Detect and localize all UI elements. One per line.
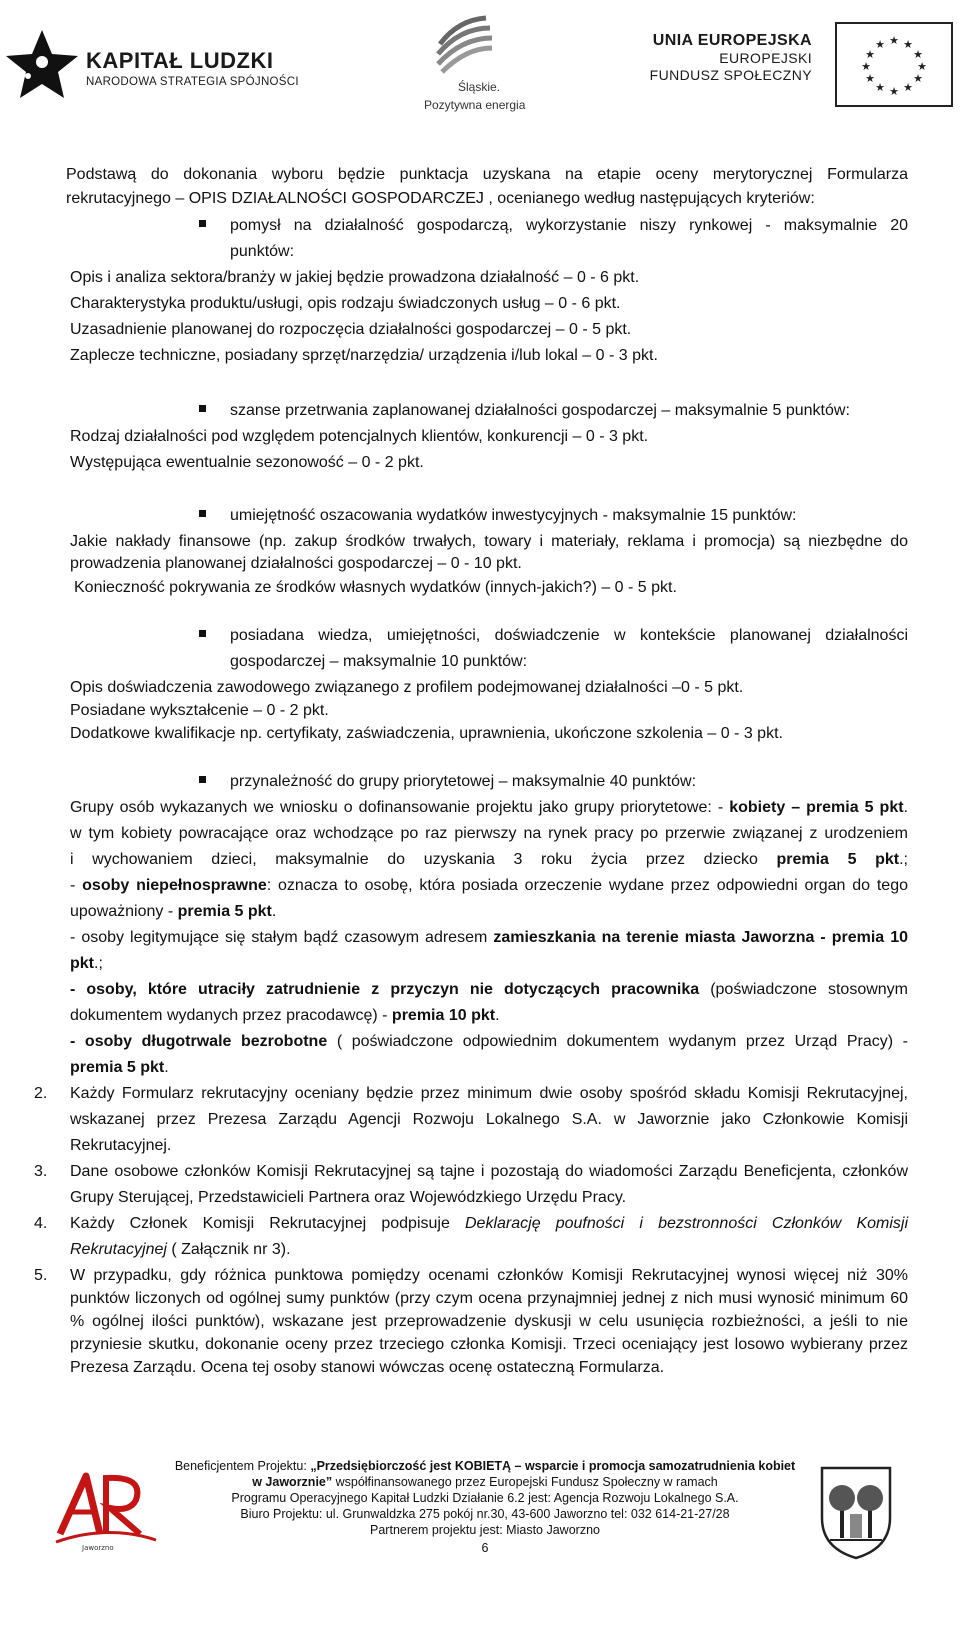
criterion-3-heading: umiejętność oszacowania wydatków inwestycyjnych - maksymalnie 15 punktów: [230, 507, 797, 524]
page-footer [160, 1458, 810, 1556]
slaskie-tagline: Pozytywna energia [424, 98, 526, 112]
criterion-5-line-5 [70, 900, 276, 924]
paragraph-4-line-1 [70, 1212, 908, 1236]
paragraph-5-line-1: W przypadku, gdy różnica punktowa pomiędzy ocenami członków Komisji Rekrutacyjnej wynosi więcej niż 30% [70, 1267, 908, 1284]
criterion-4-item-3: Dodatkowe kwalifikacje np. certyfikaty, zaświadczenia, uprawnienia, ukończone szkolenia – 0 - 3 pkt. [70, 725, 783, 742]
bold-span: - osoby długotrwale bezrobotne [70, 1033, 328, 1050]
svg-text:★: ★ [889, 85, 899, 98]
arl-logo-icon [52, 1462, 162, 1552]
page-header [0, 0, 960, 120]
svg-text:★: ★ [889, 34, 899, 47]
criterion-3-item-1-cont: prowadzenia planowanej działalności gospodarczej – 0 - 10 pkt. [70, 555, 522, 572]
svg-text:Jaworzno: Jaworzno [82, 1544, 114, 1552]
paragraph-4-line-2 [70, 1238, 291, 1262]
list-number-3: 3. [34, 1163, 48, 1180]
bold-span: premia 10 pkt [391, 1007, 496, 1024]
paragraph-2-line-2: wskazanej przez Prezesa Zarządu Agencji Rozwoju Lokalnego S.A. w Jaworznie jako Członkowie Komisji [70, 1111, 908, 1128]
paragraph-5-line-2: punktów liczonych od ogólnej sumy punktów (przy czym ocena przynajmniej jednej z nich musi wynosić minimum 60 [70, 1290, 908, 1307]
paragraph-5-line-4: przyniesie skutku, dokonanie oceny przez trzeciego członka Komisji. Trzeci oceniający jest losowo wybierany przez [70, 1336, 908, 1353]
criterion-5-line-10 [70, 1030, 908, 1054]
svg-text:★: ★ [903, 81, 913, 94]
bold-span: pkt [70, 955, 94, 972]
bullet-icon [199, 776, 206, 783]
text-span: ( Załącznik nr 3). [166, 1241, 291, 1258]
criterion-5-line-1 [70, 796, 908, 820]
criterion-5-line-11 [70, 1056, 169, 1080]
slaskie-name: Śląskie. [458, 80, 501, 94]
svg-text:★: ★ [861, 60, 871, 73]
criterion-2-heading: szanse przetrwania zaplanowanej działalności gospodarczej – maksymalnie 5 punktów: [230, 402, 850, 419]
svg-text:★: ★ [917, 60, 927, 73]
text-span: . [164, 1059, 169, 1076]
criterion-3-item-1: Jakie nakłady finansowe (np. zakup środków trwałych, towary i materiały, reklama i promocja) są niezbędne do [70, 533, 908, 550]
kapital-ludzki-title: KAPITAŁ LUDZKI [86, 48, 274, 73]
criterion-5-heading: przynależność do grupy priorytetowej – maksymalnie 40 punktów: [230, 773, 697, 790]
criterion-1-item-3: Uzasadnienie planowanej do rozpoczęcia działalności gospodarczej – 0 - 5 pkt. [70, 321, 632, 338]
criterion-4-heading: posiadana wiedza, umiejętności, doświadczenie w kontekście planowanej działalności [230, 627, 908, 644]
text-span: ( poświadczone odpowiednim dokumentem wydanym przez Urząd Pracy) - [327, 1033, 909, 1050]
paragraph-2-line-3: Rekrutacyjnej. [70, 1137, 172, 1154]
footer-line-5: Partnerem projektu jest: Miasto Jaworzno [370, 1523, 600, 1537]
svg-text:★: ★ [865, 72, 875, 85]
text-span: Beneficjentem Projektu: [174, 1459, 311, 1473]
criterion-5-line-3 [70, 848, 908, 872]
svg-text:★: ★ [913, 48, 923, 61]
bullet-icon [199, 510, 206, 517]
svg-text:★: ★ [875, 81, 885, 94]
criterion-5-line-7 [70, 952, 103, 976]
footer-line-2 [160, 1474, 810, 1490]
criterion-3-item-2: Konieczność pokrywania ze środków własnych wydatków (innych-jakich?) – 0 - 5 pkt. [74, 579, 677, 596]
text-span: współfinansowanego przez Europejski Fundusz Społeczny w ramach [332, 1475, 718, 1489]
text-span: . [495, 1007, 500, 1024]
paragraph-3-line-1: Dane osobowe członków Komisji Rekrutacyjnej są tajne i pozostają do wiadomości Zarządu Beneficjenta, członków [70, 1163, 908, 1180]
text-span: upoważniony - [70, 903, 178, 920]
list-number-5: 5. [34, 1267, 48, 1284]
criterion-1-item-4: Zaplecze techniczne, posiadany sprzęt/narzędzia/ urządzenia i/lub lokal – 0 - 3 pkt. [70, 347, 658, 364]
list-number-4: 4. [34, 1215, 48, 1232]
intro-line-1: Podstawą do dokonania wyboru będzie punktacja uzyskana na etapie oceny merytorycznej Formularza [66, 166, 908, 183]
text-span: .; [899, 851, 908, 868]
bold-span: kobiety – premia 5 pkt [729, 799, 904, 816]
criterion-4-item-2: Posiadane wykształcenie – 0 - 2 pkt. [70, 702, 329, 719]
text-span: i wychowaniem dzieci, maksymalnie do uzyskania 3 roku życia przez dziecko [70, 851, 777, 868]
svg-text:★: ★ [903, 38, 913, 51]
eu-line-1: UNIA EUROPEJSKA [652, 32, 812, 49]
eu-line-3: FUNDUSZ SPOŁECZNY [649, 67, 812, 83]
bold-span: zamieszkania na terenie miasta Jaworzna - premia 10 [493, 929, 908, 946]
footer-line-4: Biuro Projektu: ul. Grunwaldzka 275 pokój nr.30, 43-600 Jaworzno tel: 032 614-21-27/28 [240, 1507, 730, 1521]
eu-stars-icon [837, 24, 951, 105]
text-span: .; [94, 955, 103, 972]
eu-flag-icon [835, 22, 953, 107]
page-number: 6 [481, 1541, 489, 1555]
bullet-icon [199, 220, 206, 227]
slaskie-waves-icon [430, 14, 500, 76]
kapital-ludzki-subtitle: NARODOWA STRATEGIA SPÓJNOŚCI [86, 76, 299, 88]
svg-text:★: ★ [865, 48, 875, 61]
criterion-4-heading-cont: gospodarczej – maksymalnie 10 punktów: [230, 653, 528, 670]
paragraph-3-line-2: Grupy Sterującej, Przedstawicieli Partnera oraz Wojewódzkiego Urzędu Pracy. [70, 1189, 627, 1206]
italic-span: Deklarację poufności i bezstronności Członków Komisji [465, 1215, 908, 1232]
eu-line-2: EUROPEJSKI [719, 50, 812, 66]
criterion-2-item-2: Występująca ewentualnie sezonowość – 0 - 2 pkt. [70, 454, 424, 471]
text-span: - osoby legitymujące się stałym bądź czasowym adresem [70, 929, 494, 946]
intro-line-2: rekrutacyjnego – OPIS DZIAŁALNOŚCI GOSPODARCZEJ , ocenianego według następujących kryteriów: [66, 190, 815, 207]
bold-span: - osoby, które utraciły zatrudnienie z przyczyn nie dotyczących pracownika [70, 981, 700, 998]
text-span: - [70, 877, 83, 894]
text-span: Każdy Członek Komisji Rekrutacyjnej podpisuje [70, 1215, 465, 1232]
footer-line-3: Programu Operacyjnego Kapitał Ludzki Działanie 6.2 jest: Agencja Rozwoju Lokalnego S.A. [231, 1491, 739, 1505]
svg-text:★: ★ [913, 72, 923, 85]
criterion-5-line-6 [70, 926, 908, 950]
bold-span: premia 5 pkt [776, 851, 900, 868]
criterion-5-line-8 [70, 978, 908, 1002]
criterion-1-item-1: Opis i analiza sektora/branży w jakiej będzie prowadzona działalność – 0 - 6 pkt. [70, 269, 640, 286]
paragraph-2-line-1: Każdy Formularz rekrutacyjny oceniany będzie przez minimum dwie osoby spośród składu Komisji Rekrutacyjnej, [70, 1085, 908, 1102]
bullet-icon [199, 630, 206, 637]
bold-span: premia 5 pkt [70, 1059, 165, 1076]
bullet-icon [199, 405, 206, 412]
text-span: : oznacza to osobę, która posiada orzeczenie wydane przez odpowiedni organ do tego [266, 877, 908, 894]
kapital-ludzki-logo [6, 18, 306, 108]
criterion-5-line-9 [70, 1004, 500, 1028]
italic-span: Rekrutacyjnej [70, 1241, 167, 1258]
list-number-2: 2. [34, 1085, 48, 1102]
text-span: . [903, 799, 909, 816]
kapital-ludzki-star-icon [6, 28, 78, 100]
criterion-2-item-1: Rodzaj działalności pod względem potencjalnych klientów, konkurencji – 0 - 3 pkt. [70, 428, 649, 445]
text-span: dokumentem wydanych przez pracodawcę) - [70, 1007, 392, 1024]
criterion-1-item-2: Charakterystyka produktu/usługi, opis rodzaju świadczonych usług – 0 - 6 pkt. [70, 295, 621, 312]
text-span: . [271, 903, 277, 920]
arl-jaworzno-logo [52, 1462, 162, 1552]
criterion-5-line-2: w tym kobiety powracające oraz wchodzące po raz pierwszy na rynek pracy po przerwie związanej z urodzeniem [70, 825, 908, 842]
bold-span: w Jaworznie” [252, 1475, 333, 1489]
text-span: (poświadczone stosownym [699, 981, 909, 998]
crest-shield-icon [816, 1462, 896, 1562]
slaskie-logo [418, 14, 548, 114]
criterion-5-line-4 [70, 874, 908, 898]
jaworzno-coat-of-arms-icon [816, 1462, 896, 1562]
bold-span: osoby niepełnosprawne [82, 877, 267, 894]
eu-text [650, 32, 812, 84]
text-span: Grupy osób wykazanych we wniosku o dofinansowanie projektu jako grupy priorytetowe: - [70, 799, 730, 816]
bold-span: „Przedsiębiorczość jest KOBIETĄ – wsparcie i promocja samozatrudnienia kobiet [310, 1459, 796, 1473]
bold-span: premia 5 pkt [177, 903, 272, 920]
svg-text:★: ★ [875, 38, 885, 51]
paragraph-5-line-5: Prezesa Zarządu. Ocena tej osoby stanowi wówczas ocenę ostateczną Formularza. [70, 1359, 665, 1376]
criterion-1-heading-cont: punktów: [230, 243, 295, 260]
footer-line-1 [160, 1458, 810, 1474]
paragraph-5-line-3: % ogólnej ilości punktów), wskazane jest przeprowadzenie dyskusji w celu usunięcia rozbieżności, a jeśli to nie [70, 1313, 908, 1330]
criterion-1-heading: pomysł na działalność gospodarczą, wykorzystanie niszy rynkowej - maksymalnie 20 [230, 217, 908, 234]
criterion-4-item-1: Opis doświadczenia zawodowego związanego z profilem podejmowanej działalności –0 - 5 pkt. [70, 679, 744, 696]
